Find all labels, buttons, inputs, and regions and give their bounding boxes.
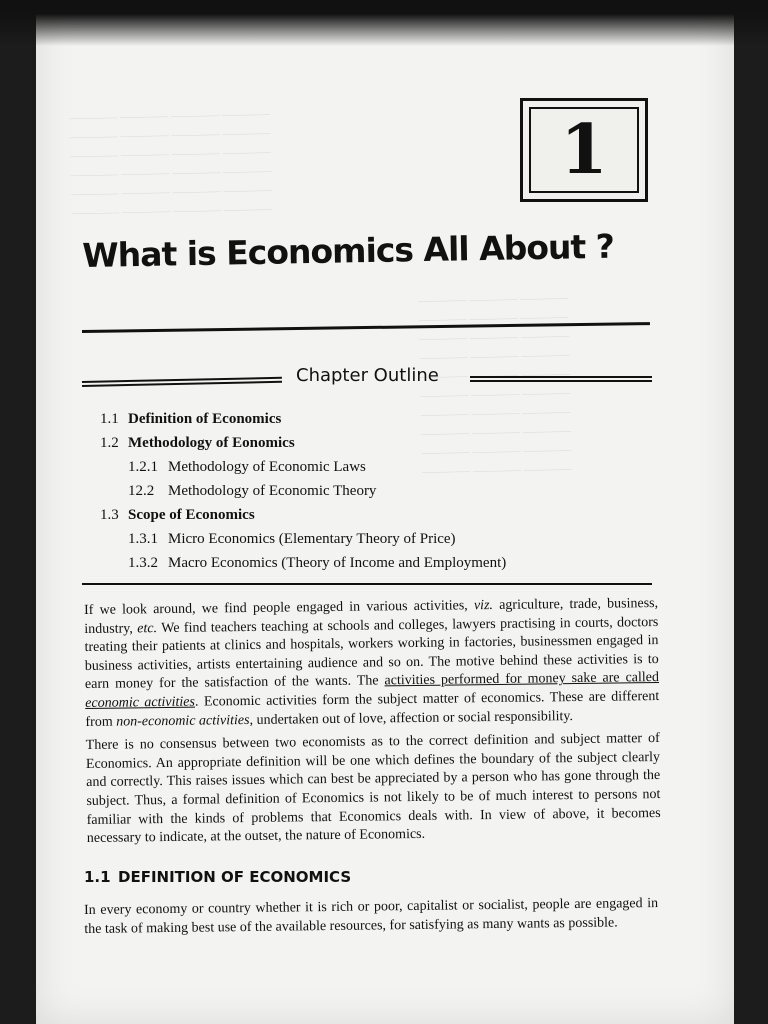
outline-item-text: Methodology of Economic Laws	[168, 459, 366, 475]
outline-item-number: 1.3.2	[128, 555, 158, 571]
outline-item-number: 1.3	[100, 507, 119, 523]
section-number: 1.1	[84, 868, 111, 886]
bleed-through: ________ ________ ________ ________ ________ ________ ________ ________ ________ ________ ________ ________ ________ ________ ________ ________ ________ ________ ________ ________ ________ ________ ________ ________	[68, 102, 273, 216]
intro-text	[84, 595, 661, 854]
section-text	[84, 895, 658, 944]
outline-item-number: 12.2	[128, 483, 155, 499]
outline-item-text: Micro Economics (Elementary Theory of Price)	[168, 531, 456, 547]
outline-item-number: 1.2	[100, 435, 119, 451]
text-run: non-economic activities	[116, 712, 250, 730]
text-run: agriculture, trade, business, industry,	[84, 595, 659, 637]
chapter-title: What is Economics All About ?	[82, 226, 615, 275]
intro-paragraph-2: There is no consensus between two economists as to the correct definition and subject matter of Economics. An appropriate definition will be one which defines the boundary of the subject clearly and correctly. This raises issues which can best be appreciated by a person who has gone through the subject. Thus, a formal definition of Economics is not likely to be of much interest to persons not familiar with the kinds of problems that Economics deals with. In view of above, it becomes necessary to indicate, at the outset, the nature of Economics.	[85, 731, 661, 847]
chapter-outline-heading: Chapter Outline	[296, 365, 439, 386]
outline-item-number: 1.3.1	[128, 531, 158, 547]
section-heading	[84, 868, 351, 886]
text-run: . Economic activities form the subject matter of economics. These are different from	[85, 688, 660, 730]
outline-item-text: Methodology of Eonomics	[128, 435, 295, 451]
outline-item	[100, 407, 580, 431]
outline-bottom-rule	[82, 583, 652, 585]
outline-item-number: 1.1	[100, 411, 119, 427]
text-run: If we look around, we find people engaged in various activities,	[84, 598, 475, 618]
text-run: etc.	[137, 620, 158, 636]
outline-item-number: 1.2.1	[128, 459, 158, 475]
outline-item-text: Scope of Economics	[128, 507, 255, 523]
outline-right-rule	[470, 376, 652, 382]
outline-item	[100, 431, 580, 455]
outline-item	[100, 503, 580, 527]
bleed-through: ________ ________ ________ ________ ________ ________ ________ ________ ________ ________ ________ ________ ________ ________ ________ ________ ________ ________ ________ ________ ________ ________ ________ ________ ________ ________ ________ ________ ________ ________	[418, 286, 572, 475]
chapter-number: 1	[560, 110, 608, 190]
outline-subitem	[100, 455, 580, 479]
section-title: DEFINITION OF ECONOMICS	[118, 868, 352, 886]
chapter-number-inner-frame	[529, 107, 639, 193]
chapter-outline-list	[100, 407, 580, 575]
scan-shadow	[0, 0, 768, 46]
outline-subitem	[100, 551, 580, 575]
outline-item-text: Macro Economics (Theory of Income and Employment)	[168, 555, 507, 571]
outline-subitem	[100, 479, 580, 503]
outline-item-text: Methodology of Economic Theory	[168, 483, 377, 499]
intro-paragraph-1	[84, 595, 660, 732]
text-run: viz.	[473, 598, 494, 614]
text-run: We find teachers teaching at schools and colleges, lawyers practising in courts, doctors treating their patients at clinics and hospitals, workers working in factories, businessmen engaged in business activities, artists entertaining audience and so on. The motive behind these activities is to earn money for the satisfaction of the wants. The	[84, 614, 659, 693]
section-paragraph: In every economy or country whether it is rich or poor, capitalist or socialist, people are engaged in the task of making best use of the available resources, for satisfying as many wants as possible.	[84, 895, 659, 937]
chapter-number-box	[520, 98, 648, 202]
underlined-phrase: activities performed for money sake are called	[384, 670, 660, 689]
outline-item-text: Definition of Economics	[128, 411, 282, 427]
outline-subitem	[100, 527, 580, 551]
text-run: , undertaken out of love, affection or social responsibility.	[249, 708, 574, 728]
underlined-term: economic activities	[85, 694, 196, 711]
